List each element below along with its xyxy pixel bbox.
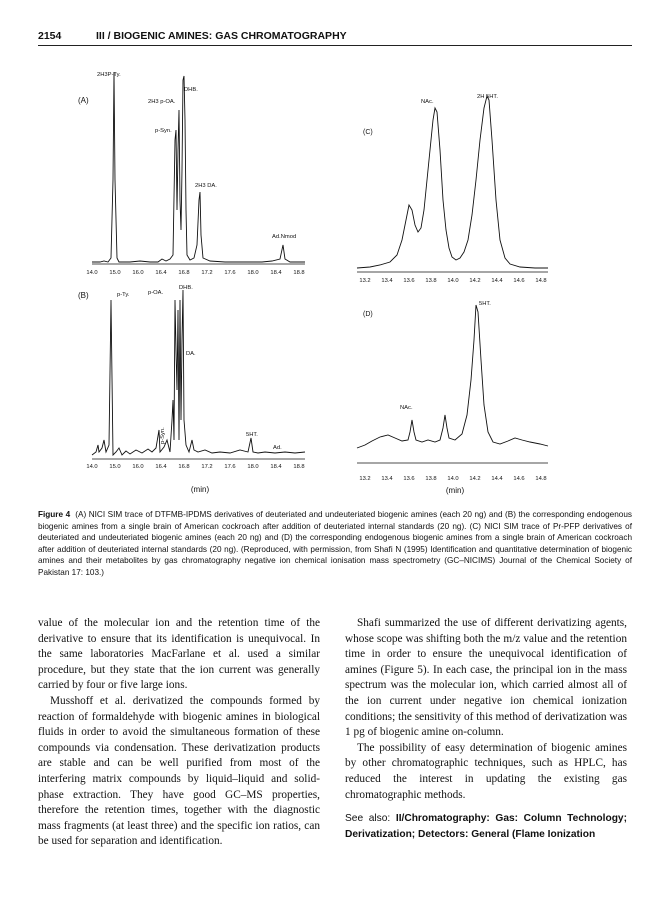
tick-a-2: 16.0 xyxy=(132,270,144,276)
tick-b-0: 14.0 xyxy=(86,464,98,470)
peak-label-a-4: 2H3 DA. xyxy=(195,183,217,189)
peak-label-b-1: p-OA. xyxy=(148,290,164,296)
tick-c-4: 14.0 xyxy=(447,278,459,284)
tick-d-1: 13.4 xyxy=(381,476,393,482)
ticks-b xyxy=(86,464,304,470)
peak-label-b-6: Ad. xyxy=(273,445,282,451)
tick-c-5: 14.2 xyxy=(469,278,481,284)
tick-b-7: 18.0 xyxy=(247,464,259,470)
tick-d-8: 14.8 xyxy=(535,476,547,482)
peak-label-b-0: p-Ty. xyxy=(117,292,130,298)
body-column-right xyxy=(345,616,627,842)
tick-b-9: 18.8 xyxy=(293,464,305,470)
see-also xyxy=(345,811,627,842)
peak-label-a-2: DHB. xyxy=(184,87,198,93)
peak-label-c-1: 2H 5HT. xyxy=(477,94,498,100)
ticks-d xyxy=(359,476,546,482)
tick-b-1: 15.0 xyxy=(109,464,121,470)
tick-b-5: 17.2 xyxy=(201,464,213,470)
tick-c-0: 13.2 xyxy=(359,278,371,284)
figure-caption xyxy=(38,509,632,579)
peak-label-d-0: 5HT. xyxy=(479,301,491,307)
panel-d-label: (D) xyxy=(363,311,373,318)
tick-a-5: 17.2 xyxy=(201,270,213,276)
peak-labels-d xyxy=(400,301,491,411)
tick-a-8: 18.4 xyxy=(270,270,282,276)
peak-labels-a xyxy=(97,72,296,240)
tick-a-7: 18.0 xyxy=(247,270,259,276)
tick-d-5: 14.2 xyxy=(469,476,481,482)
tick-b-6: 17.6 xyxy=(224,464,236,470)
paragraph: Musshoff et al. derivatized the compounds formed by reaction of formaldehyde with biogenic amines in biological fluids in order to avoid the simultaneous formation of these compounds via condensation. These derivatization products are stable and can be well purified from most of the interfering matrix compounds by liquid–liquid and solid-phase extraction. They have good GC–MS properties, therefore the retention times, together with the diagnostic mass fragments (at least three) and the specific ion ratios, can be used for separation and identification. xyxy=(38,694,320,848)
tick-a-3: 16.4 xyxy=(155,270,167,276)
trace-c xyxy=(357,96,548,268)
tick-d-6: 14.4 xyxy=(491,476,503,482)
tick-a-6: 17.6 xyxy=(224,270,236,276)
see-also-label: See also: xyxy=(345,813,391,825)
panel-c xyxy=(357,94,548,284)
tick-d-0: 13.2 xyxy=(359,476,371,482)
peak-label-b-3: DA. xyxy=(186,351,196,357)
tick-b-2: 16.0 xyxy=(132,464,144,470)
tick-c-8: 14.8 xyxy=(535,278,547,284)
xlabel-b: (min) xyxy=(190,485,210,494)
tick-b-3: 16.4 xyxy=(155,464,167,470)
tick-d-7: 14.6 xyxy=(513,476,525,482)
trace-d xyxy=(357,305,548,448)
tick-d-2: 13.6 xyxy=(403,476,415,482)
page-number: 2154 xyxy=(38,30,62,42)
peak-labels-b xyxy=(117,285,282,451)
panel-d xyxy=(357,301,548,495)
tick-c-6: 14.4 xyxy=(491,278,503,284)
tick-d-3: 13.8 xyxy=(425,476,437,482)
ticks-a xyxy=(86,270,304,276)
panel-a-label: (A) xyxy=(78,96,89,105)
tick-c-7: 14.6 xyxy=(513,278,525,284)
running-title: III / BIOGENIC AMINES: GAS CHROMATOGRAPHY xyxy=(96,30,347,42)
body-column-left xyxy=(38,616,320,850)
panel-b-label: (B) xyxy=(78,291,89,300)
peak-labels-c xyxy=(421,94,498,105)
tick-a-1: 15.0 xyxy=(109,270,121,276)
tick-b-8: 18.4 xyxy=(270,464,282,470)
tick-c-1: 13.4 xyxy=(381,278,393,284)
peak-label-a-1: 2H3 p-OA. xyxy=(148,99,176,105)
tick-a-4: 16.8 xyxy=(178,270,190,276)
paragraph: Shafi summarized the use of different derivatizing agents, whose scope was shifting both the m/z value and the retention time in order to ensure the unequivocal identification of amines (Figure 5). In each case, the principal ion in the mass spectrum was the molecular ion, which carried almost all of the ion current under negative ion chemical ionization conditions; the sensitivity of this method of derivatization was 1 pg of biogenic amine on-column. xyxy=(345,617,627,739)
peak-label-b-2: DHB. xyxy=(179,285,193,291)
peak-label-d-1: NAc. xyxy=(400,405,413,411)
paragraph: The possibility of easy determination of biogenic amines by other chromatographic techniques, such as HPLC, has reduced the interest in updating the existing gas chromatographic methods. xyxy=(345,741,627,801)
xlabel-d: (min) xyxy=(445,486,465,495)
panel-b xyxy=(78,285,305,494)
tick-a-0: 14.0 xyxy=(86,270,98,276)
peak-label-a-5: Ad.Nmod xyxy=(272,234,297,240)
peak-label-a-0: 2H3P-Ty. xyxy=(97,72,121,78)
panel-a xyxy=(78,72,305,276)
tick-c-3: 13.8 xyxy=(425,278,437,284)
peak-label-a-3: p-Syn. xyxy=(155,128,172,134)
panel-c-label: (C) xyxy=(363,129,373,136)
tick-d-4: 14.0 xyxy=(447,476,459,482)
tick-c-2: 13.6 xyxy=(403,278,415,284)
peak-label-b-4: p-Syn. xyxy=(160,427,166,444)
peak-label-b-5: 5HT. xyxy=(246,432,258,438)
paragraph: value of the molecular ion and the retention time of the derivative to ensure that its identification is unequivocal. In the same laboratories MacFarlane et al. used a similar procedure, but they state that the ion current was generally carried by four or five large ions. xyxy=(38,617,320,692)
tick-b-4: 16.8 xyxy=(178,464,190,470)
tick-a-9: 18.8 xyxy=(293,270,305,276)
caption-text: (A) NICI SIM trace of DTFMB-IPDMS derivatives of deuteriated and undeuteriated biogenic amines (each 20 ng) and (B) the corresponding endogenous biogenic amines from a single brain of American cockroach after addition of deuteriated internal standards (20 ng). (C) NICI SIM trace of Pr-PFP derivatives of deuteriated and undeuteriated biogenic amines (each 20 ng) and (D) the corresponding endogenous biogenic amines from a single brain of American cockroach after addition of deuteriated internal standards (20 ng). (Reproduced, with permission, from Shafi N (1995) Identification and quantitative determination of biogenic amines and their metabolites by gas chromatography negative ion chemical ionisation mass spectrometry (GC–NICIMS) Journal of the Chemical Society of Pakistan 17: 103.) xyxy=(38,510,632,577)
trace-b xyxy=(92,290,305,455)
peak-label-c-0: NAc. xyxy=(421,99,434,105)
see-also-links[interactable]: II/Chromatography: Gas: Column Technology; Derivatization; Detectors: General (Flame Ionization xyxy=(345,813,627,840)
caption-label: Figure 4 xyxy=(38,510,71,519)
ticks-c xyxy=(359,278,546,284)
